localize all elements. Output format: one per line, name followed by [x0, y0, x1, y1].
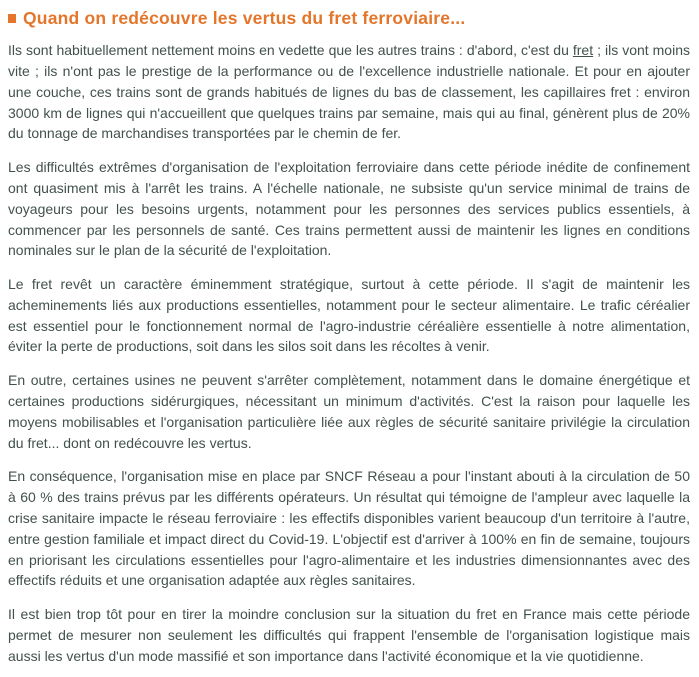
paragraph-5: En conséquence, l'organisation mise en place par SNCF Réseau a pour l'instant abouti à la circulation de 50 à 60 % des trains prévus par les différents opérateurs. Un résultat qui témoigne de l'ampleur avec laquelle la crise sanitaire impacte le réseau ferroviaire : les effectifs disponibles varient beaucoup d'un territoire à l'autre, entre gestion familiale et impact direct du Covid-19. L'objectif est d'arriver à 100% en fin de semaine, toujours en priorisant les circulations essentielles pour l'agro-alimentaire et les industries dimensionnantes avec des effectifs réduits et une organisation adaptée aux règles sanitaires.	[8, 468, 690, 589]
paragraph-4: En outre, certaines usines ne peuvent s'arrêter complètement, notamment dans le domaine énergétique et certaines productions sidérurgiques, nécessitant un minimum d'activités. C'est la raison pour laquelle les moyens mobilisables et l'organisation particulière liée aux règles de sécurité sanitaire privilégie la circulation du fret... dont on redécouvre les vertus.	[8, 372, 690, 451]
paragraph-1-text-before-link: Ils sont habituellement nettement moins en vedette que les autres trains : d'abord, c'est du	[8, 42, 573, 59]
article-header	[8, 8, 690, 28]
article-title: Quand on redécouvre les vertus du fret ferroviaire...	[23, 8, 466, 28]
title-square-bullet-icon	[8, 14, 16, 23]
fret-link[interactable]: fret	[572, 42, 594, 59]
paragraph-2: Les difficultés extrêmes d'organisation de l'exploitation ferroviaire dans cette période inédite de confinement ont quasiment mis à l'arrêt les trains. A l'échelle nationale, ne subsiste qu'un service minimal de trains de voyageurs pour les besoins urgents, notamment pour les personnes des services publics essentiels, à commencer par les personnels de santé. Ces trains permettent aussi de maintenir les lignes en conditions nominales sur le plan de la sécurité de l'exploitation.	[8, 159, 690, 259]
paragraph-1-text-after-link: ; ils vont moins vite ; ils n'ont pas le prestige de la performance ou de l'excellence industrielle nationale. Et pour en ajouter une couche, ces trains sont de grands habitués de lignes du bas de classement, les capillaires fret : environ 3000 km de lignes qui n'accueillent que quelques trains par semaine, mais qui au final, génèrent plus de 20% du tonnage de marchandises transportées par le chemin de fer.	[8, 42, 690, 142]
paragraph-1	[8, 40, 690, 144]
paragraph-6: Il est bien trop tôt pour en tirer la moindre conclusion sur la situation du fret en France mais cette période permet de mesurer non seulement les difficultés qui frappent l'ensemble de l'organisation logistique mais aussi les vertus d'un mode massifié et son importance dans l'activité économique et la vie quotidienne.	[8, 606, 690, 664]
paragraph-3: Le fret revêt un caractère éminemment stratégique, surtout à cette période. Il s'agit de maintenir les acheminements liés aux productions essentielles, notamment pour le secteur alimentaire. Le trafic céréalier est essentiel pour le fonctionnement normal de l'agro-industrie céréalière essentielle à notre alimentation, éviter la perte de productions, soit dans les silos soit dans les récoltes à venir.	[8, 276, 690, 355]
